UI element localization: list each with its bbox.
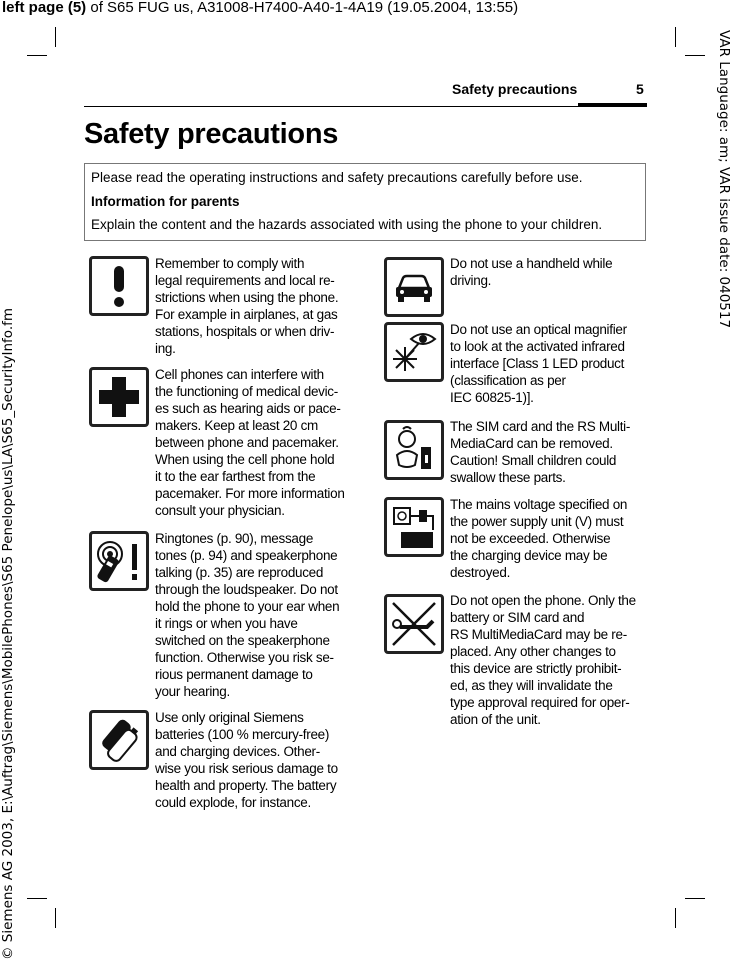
text-line: battery or SIM card and bbox=[450, 610, 585, 625]
text-line: consult your physician. bbox=[155, 503, 285, 518]
text-line: placed. Any other changes to bbox=[450, 644, 616, 659]
copyright-path-info: © Siemens AG 2003, E:\Auftrag\Siemens\MobilePhones\S65 Penelope\us\LA\S65_SecurityInfo.fm bbox=[0, 307, 16, 960]
crop-mark bbox=[27, 898, 47, 899]
text-line: strictions when using the phone. bbox=[155, 290, 339, 305]
text-line: through the loudspeaker. Do not bbox=[155, 582, 338, 597]
text-line: (classification as per bbox=[450, 373, 566, 388]
no-tools-icon bbox=[384, 594, 444, 654]
car-icon bbox=[384, 257, 444, 317]
text-line: batteries (100 % mercury-free) bbox=[155, 727, 330, 742]
parents-heading: Information for parents bbox=[91, 194, 240, 209]
item-do-not-open bbox=[450, 592, 636, 728]
text-line: health and property. The battery bbox=[155, 778, 337, 793]
text-line: to look at the activated infrared bbox=[450, 339, 625, 354]
loud-phone-warning-icon bbox=[89, 531, 149, 591]
text-line: MediaCard can be removed. bbox=[450, 436, 613, 451]
header-tab-bar bbox=[578, 103, 647, 107]
text-line: es such as hearing aids or pace- bbox=[155, 401, 341, 416]
page-number: 5 bbox=[636, 81, 644, 97]
text-line: makers. Keep at least 20 cm bbox=[155, 418, 318, 433]
text-line: For example in airplanes, at gas bbox=[155, 307, 338, 322]
item-medical-devices bbox=[155, 366, 345, 519]
text-line: driving. bbox=[450, 273, 492, 288]
text-line: switched on the speakerphone bbox=[155, 633, 330, 648]
battery-icon bbox=[89, 710, 149, 770]
item-original-batteries bbox=[155, 709, 338, 811]
crop-mark bbox=[27, 55, 47, 56]
baby-sim-card-icon bbox=[384, 420, 444, 480]
text-line: Ringtones (p. 90), message bbox=[155, 531, 314, 546]
text-line: pacemaker. For more information bbox=[155, 486, 345, 501]
item-infrared-interface bbox=[450, 321, 627, 406]
text-line: legal requirements and local re- bbox=[155, 273, 335, 288]
item-mains-voltage bbox=[450, 496, 627, 581]
intro-text: Please read the operating instructions and safety precautions carefully before use. bbox=[91, 170, 583, 185]
text-line: The mains voltage specified on bbox=[450, 497, 628, 512]
text-line: type approval required for oper- bbox=[450, 695, 630, 710]
crop-mark bbox=[675, 27, 676, 47]
text-line: between phone and pacemaker. bbox=[155, 435, 339, 450]
text-line: function. Otherwise you risk se- bbox=[155, 650, 334, 665]
text-line: it rings or when you have bbox=[155, 616, 298, 631]
text-line: Remember to comply with bbox=[155, 256, 305, 271]
text-line: When using the cell phone hold bbox=[155, 452, 335, 467]
item-sim-card-children bbox=[450, 418, 630, 486]
file-info-bold: left page (5) bbox=[2, 0, 87, 16]
text-line: Caution! Small children could bbox=[450, 453, 617, 468]
text-line: swallow these parts. bbox=[450, 470, 566, 485]
crop-mark bbox=[685, 898, 705, 899]
text-line: stations, hospitals or when driv- bbox=[155, 324, 335, 339]
text-line: Do not use a handheld while bbox=[450, 256, 613, 271]
item-loudspeaker-hearing bbox=[155, 530, 339, 700]
parents-note: Explain the content and the hazards associated with using the phone to your children. bbox=[91, 217, 603, 232]
text-line: it to the ear farthest from the bbox=[155, 469, 316, 484]
text-line: hold the phone to your ear when bbox=[155, 599, 340, 614]
crop-mark bbox=[685, 55, 705, 56]
power-supply-icon bbox=[384, 497, 444, 557]
item-legal-requirements bbox=[155, 255, 338, 357]
intro-box bbox=[84, 163, 646, 241]
text-line: interface [Class 1 LED product bbox=[450, 356, 625, 371]
text-line: Use only original Siemens bbox=[155, 710, 304, 725]
text-line: tones (p. 94) and speakerphone bbox=[155, 548, 338, 563]
text-line: Do not use an optical magnifier bbox=[450, 322, 627, 337]
text-line: the power supply unit (V) must bbox=[450, 514, 624, 529]
item-driving bbox=[450, 255, 612, 289]
medical-cross-icon bbox=[89, 367, 149, 427]
text-line: IEC 60825-1)]. bbox=[450, 390, 534, 405]
crop-mark bbox=[55, 908, 56, 928]
page-title: Safety precautions bbox=[84, 118, 339, 150]
running-header-section: Safety precautions bbox=[452, 81, 578, 97]
crop-mark bbox=[55, 27, 56, 47]
text-line: ing. bbox=[155, 341, 176, 356]
file-info-rest: of S65 FUG us, A31008-H7400-A40-1-4A19 (19.05.2004, 13:55) bbox=[86, 0, 519, 16]
text-line: RS MultiMediaCard may be re- bbox=[450, 627, 627, 642]
text-line: ed, as they will invalidate the bbox=[450, 678, 613, 693]
file-info-line bbox=[2, 0, 518, 16]
text-line: talking (p. 35) are reproduced bbox=[155, 565, 324, 580]
text-line: wise you risk serious damage to bbox=[155, 761, 338, 776]
exclamation-icon bbox=[89, 256, 149, 316]
text-line: the functioning of medical devic- bbox=[155, 384, 338, 399]
text-line: The SIM card and the RS Multi- bbox=[450, 419, 631, 434]
text-line: not be exceeded. Otherwise bbox=[450, 531, 611, 546]
text-line: and charging devices. Other- bbox=[155, 744, 320, 759]
header-rule bbox=[84, 106, 647, 107]
eye-laser-icon bbox=[384, 322, 444, 382]
text-line: destroyed. bbox=[450, 565, 511, 580]
text-line: the charging device may be bbox=[450, 548, 608, 563]
text-line: could explode, for instance. bbox=[155, 795, 311, 810]
text-line: rious permanent damage to bbox=[155, 667, 313, 682]
text-line: ation of the unit. bbox=[450, 712, 541, 727]
language-issue-info: VAR Language: am; VAR issue date: 040517 bbox=[716, 30, 732, 329]
text-line: this device are strictly prohibit- bbox=[450, 661, 622, 676]
text-line: your hearing. bbox=[155, 684, 230, 699]
text-line: Cell phones can interfere with bbox=[155, 367, 324, 382]
text-line: Do not open the phone. Only the bbox=[450, 593, 636, 608]
crop-mark bbox=[675, 908, 676, 928]
